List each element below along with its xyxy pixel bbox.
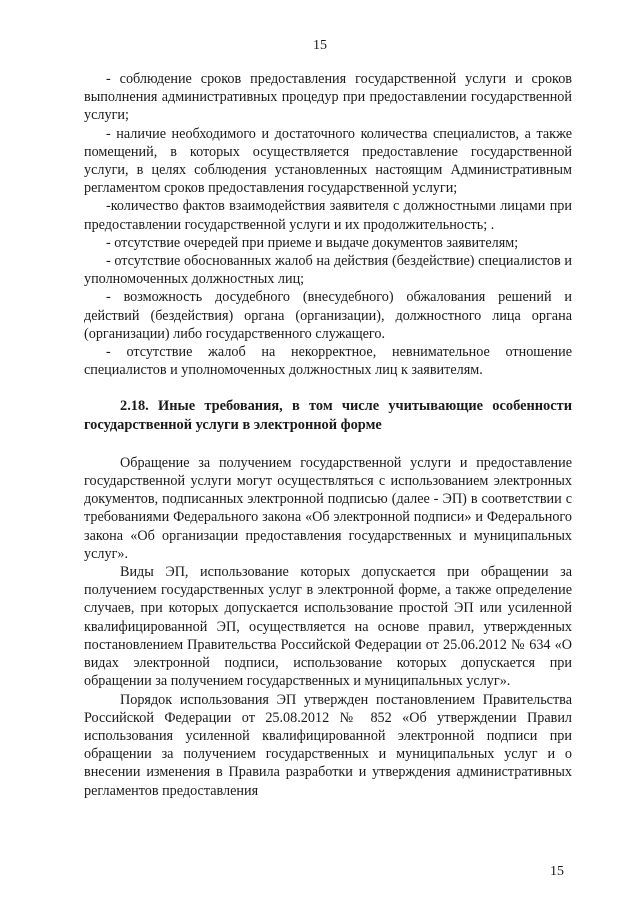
list-item: - наличие необходимого и достаточного количества специалистов, а также помещений, в которых осуществляется предоставление государственной услуги, в целях соблюдения установленных настоящим Административным регламентом сроков предоставления государственной услуги; xyxy=(84,125,572,197)
paragraph: Обращение за получением государственной услуги и предоставление государственной услуги могут осуществляться с использованием электронных документов, подписанных электронной подписью (далее - ЭП) в соответствии с требованиями Федерального закона «Об электронной подписи» и Федерального закона «Об организации предоставления государственных и муниципальных услуг». xyxy=(84,454,572,562)
list-item: - отсутствие очередей при приеме и выдаче документов заявителям; xyxy=(106,234,519,251)
list-item: -количество фактов взаимодействия заявителя с должностными лицами при предоставлении государственной услуги и их продолжительность; . xyxy=(84,198,572,233)
paragraph: Виды ЭП, использование которых допускается при обращении за получением государственных услуг в электронной форме, а также определение случаев, при которых допускается использование простой ЭП или усиленной квалифицированной ЭП, осуществляется на основе правил, утвержденных постановлением Правительства Российской Федерации от 25.06.2012 № 634 «О видах электронной подписи, использование которых допускается при обращении за получением государственных и муниципальных услуг». xyxy=(84,564,572,690)
list-item: - соблюдение сроков предоставления государственной услуги и сроков выполнения административных процедур при предоставлении государственной услуги; xyxy=(84,71,572,124)
paragraph: Порядок использования ЭП утвержден постановлением Правительства Российской Федерации от 25.08.2012 № 852 «Об утверждении Правил использования усиленной квалифицированной электронной подписи при обращении за получением государственных и муниципальных услуг и о внесении изменения в Правила разработки и утверждения административных регламентов предоставления xyxy=(84,691,572,799)
page-number-bottom: 15 xyxy=(550,864,564,879)
section-heading: 2.18. Иные требования, в том числе учитывающие особенности государственной услуги в электронной форме xyxy=(84,398,572,433)
document-body xyxy=(84,70,572,800)
list-item: - отсутствие жалоб на некорректное, невнимательное отношение специалистов и уполномоченных должностных лиц к заявителям. xyxy=(84,344,572,379)
list-item: - возможность досудебного (внесудебного) обжалования решений и действий (бездействия) органа (организации), должностного лица органа (организации) либо государственного служащего. xyxy=(84,289,572,342)
list-item: - отсутствие обоснованных жалоб на действия (бездействие) специалистов и уполномоченных должностных лиц; xyxy=(84,253,572,288)
page-number-top: 15 xyxy=(313,38,327,53)
